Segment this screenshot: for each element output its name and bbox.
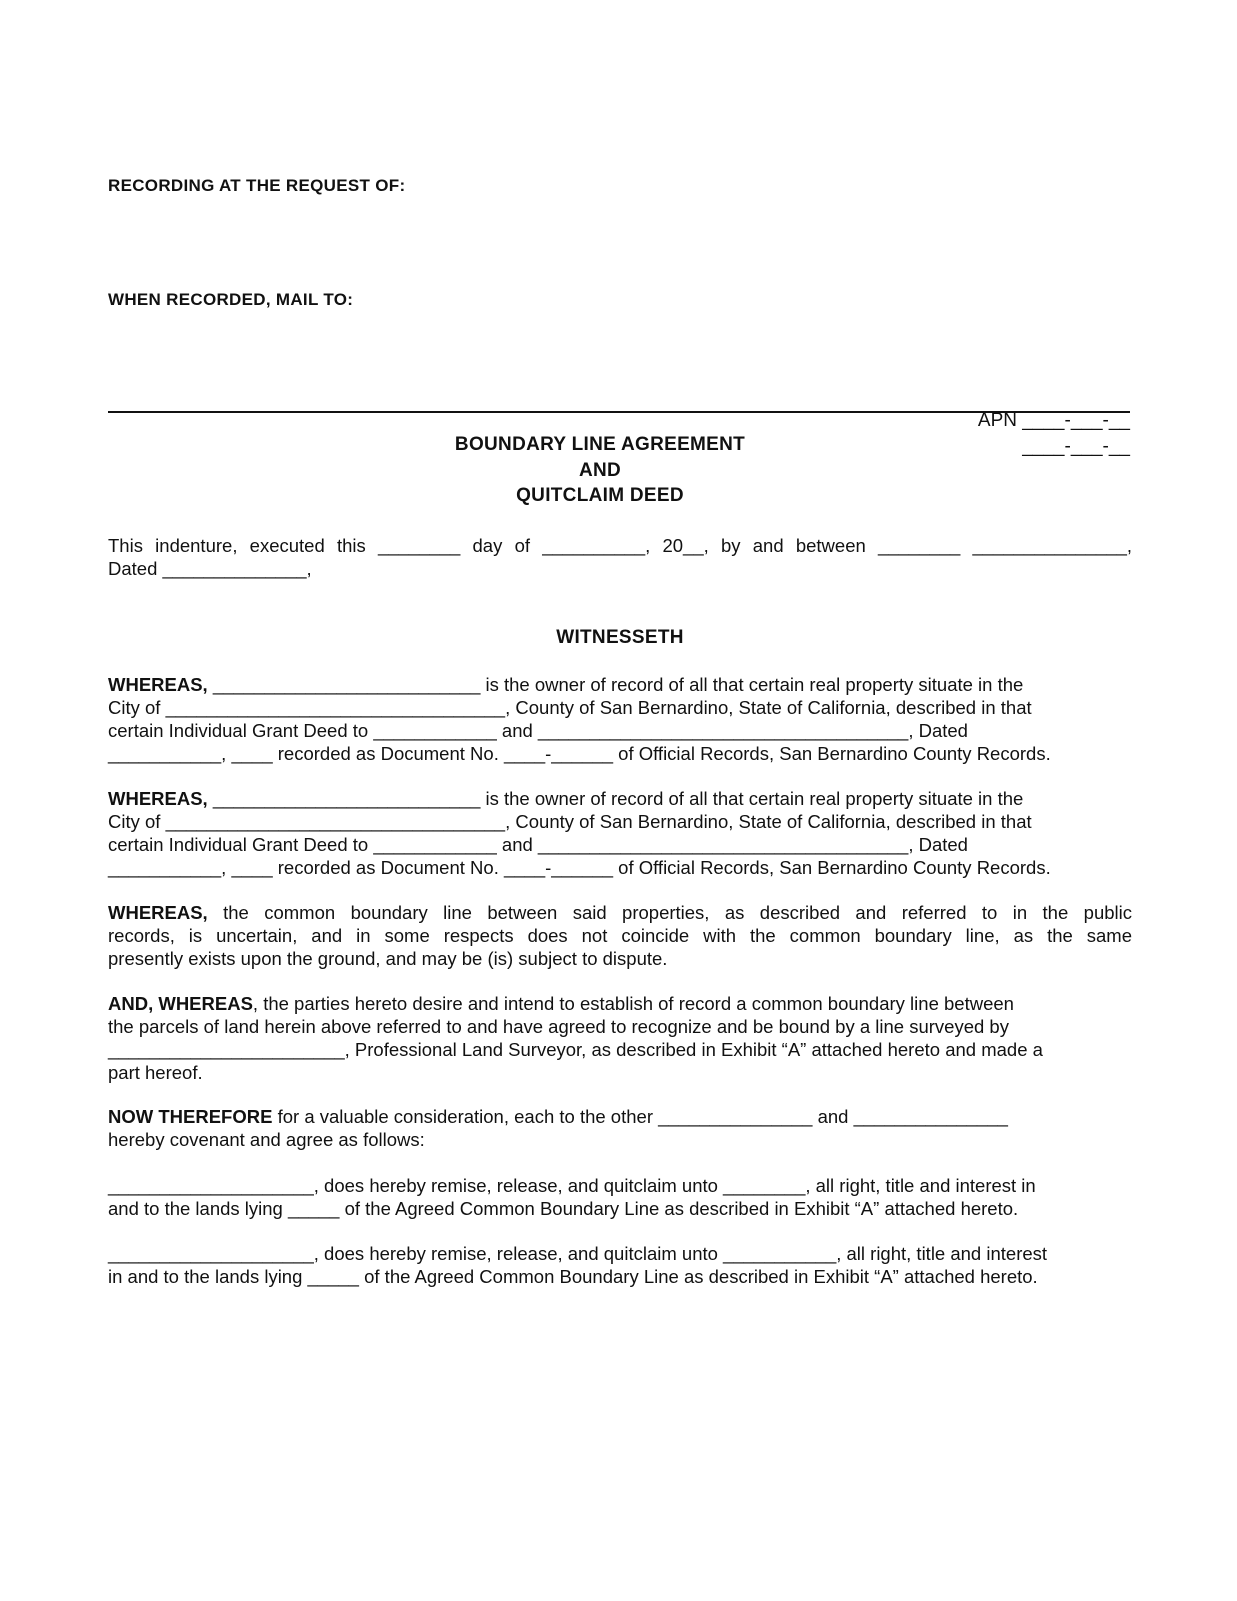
quitclaim2-line-2: in and to the lands lying _____ of the Agreed Common Boundary Line as described in Exhibit “A” attached hereto. <box>108 1266 1038 1287</box>
whereas1-line-3: certain Individual Grant Deed to ____________ and ____________________________________, Dated <box>108 720 968 741</box>
and-whereas-line-2: the parcels of land herein above referred to and have agreed to recognize and be bound by a line surveyed by <box>108 1016 1009 1037</box>
quitclaim-paragraph-1 <box>108 1174 1132 1220</box>
and-whereas-line-1 <box>108 992 1132 1015</box>
intro-line-2: Dated ______________, <box>108 558 312 579</box>
mail-to-label: WHEN RECORDED, MAIL TO: <box>108 290 354 309</box>
whereas2-line-2: City of _________________________________, County of San Bernardino, State of California, described in that <box>108 811 1032 832</box>
whereas2-line-4: ___________, ____ recorded as Document No. ____-______ of Official Records, San Bernardino County Records. <box>108 857 1051 878</box>
whereas2-lead: WHEREAS, <box>108 788 208 809</box>
quitclaim1-line-1: ____________________, does hereby remise, release, and quitclaim unto ________, all right, title and interest in <box>108 1175 1036 1196</box>
document-title-line-3: QUITCLAIM DEED <box>516 485 684 506</box>
whereas3-line-2: records, is uncertain, and in some respects does not coincide with the common boundary line, as the same <box>108 925 1132 946</box>
now-therefore-line-2: hereby covenant and agree as follows: <box>108 1129 425 1150</box>
and-whereas-lead: AND, WHEREAS <box>108 993 253 1014</box>
whereas1-line-2: City of _________________________________, County of San Bernardino, State of California, described in that <box>108 697 1032 718</box>
whereas1-line-1-text: __________________________ is the owner of record of all that certain real property situate in the <box>207 674 1024 695</box>
whereas-paragraph-2 <box>108 787 1132 879</box>
whereas2-line-3: certain Individual Grant Deed to ____________ and ____________________________________, Dated <box>108 834 968 855</box>
and-whereas-line-4: part hereof. <box>108 1062 203 1083</box>
intro-line-1: This indenture, executed this ________ day of __________, 20__, by and between ________ _______________, <box>108 535 1132 556</box>
and-whereas-paragraph <box>108 992 1132 1084</box>
whereas3-lead: WHEREAS, <box>108 902 208 923</box>
now-therefore-lead: NOW THEREFORE <box>108 1106 273 1127</box>
quitclaim1-line-2: and to the lands lying _____ of the Agreed Common Boundary Line as described in Exhibit “A” attached hereto. <box>108 1198 1019 1219</box>
witnesseth-heading: WITNESSETH <box>556 627 684 648</box>
whereas2-line-1-text: __________________________ is the owner of record of all that certain real property situate in the <box>207 788 1024 809</box>
quitclaim-paragraph-2 <box>108 1242 1132 1288</box>
whereas3-line-1 <box>108 901 1132 924</box>
whereas1-lead: WHEREAS, <box>108 674 208 695</box>
quitclaim2-line-1: ____________________, does hereby remise, release, and quitclaim unto ___________, all right, title and interest <box>108 1243 1048 1264</box>
document-title-line-2: AND <box>578 460 622 481</box>
whereas2-line-1 <box>108 787 1132 810</box>
now-therefore-line-1-text: for a valuable consideration, each to the other _______________ and _______________ <box>272 1106 1008 1127</box>
and-whereas-line-3: _______________________, Professional Land Surveyor, as described in Exhibit “A” attached hereto and made a <box>108 1039 1043 1060</box>
whereas1-line-4: ___________, ____ recorded as Document No. ____-______ of Official Records, San Bernardino County Records. <box>108 743 1051 764</box>
whereas3-line-1-text: the common boundary line between said properties, as described and referred to in the public <box>207 902 1132 923</box>
header-divider <box>108 411 1130 413</box>
apn-line-2: ____-___-__ <box>1022 436 1130 457</box>
now-therefore-line-1 <box>108 1105 1132 1128</box>
recording-request-label: RECORDING AT THE REQUEST OF: <box>108 176 406 195</box>
whereas-paragraph-1 <box>108 673 1132 765</box>
whereas3-line-3: presently exists upon the ground, and may be (is) subject to dispute. <box>108 948 668 969</box>
apn-line-1: APN ____-___-__ <box>977 410 1130 431</box>
document-title-line-1: BOUNDARY LINE AGREEMENT <box>454 434 746 455</box>
now-therefore-paragraph <box>108 1105 1132 1151</box>
and-whereas-line-1-text: , the parties hereto desire and intend to establish of record a common boundary line between <box>252 993 1014 1014</box>
intro-paragraph <box>108 534 1132 580</box>
whereas1-line-1 <box>108 673 1132 696</box>
whereas-paragraph-3 <box>108 901 1132 970</box>
